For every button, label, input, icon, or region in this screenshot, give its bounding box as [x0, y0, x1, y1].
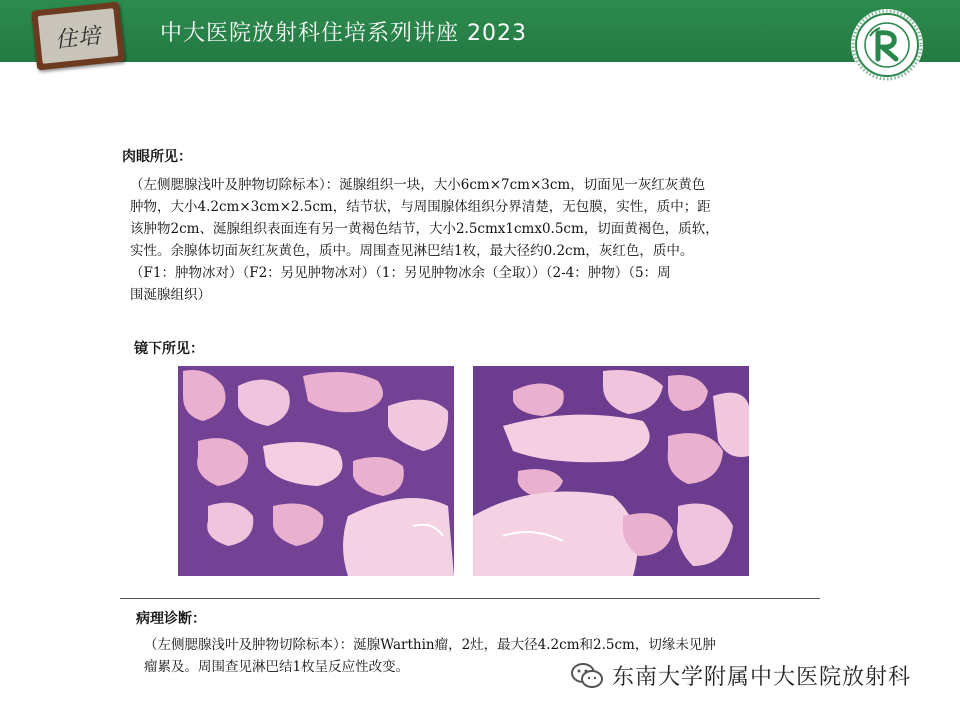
wechat-icon — [570, 661, 604, 691]
gross-line: 肿物，大小4.2cm×3cm×2.5cm，结节状，与周围腺体组织分界清楚，无包膜，实性，质中；距 — [130, 199, 711, 215]
histology-image-left — [178, 366, 454, 576]
gross-line: 围涎腺组织） — [130, 287, 211, 303]
page-title: 中大医院放射科住培系列讲座 2023 — [160, 21, 527, 46]
watermark — [570, 660, 911, 691]
chalkboard-badge — [31, 2, 125, 71]
microscopy-heading: 镜下所见： — [134, 341, 204, 357]
watermark-text: 东南大学附属中大医院放射科 — [612, 665, 912, 690]
gross-heading: 肉眼所见： — [122, 149, 192, 165]
gross-line: 该肿物2cm、涎腺组织表面连有另一黄褐色结节，大小2.5cmx1cmx0.5cm，切面黄褐色，质软， — [130, 221, 719, 237]
histology-image-right — [473, 366, 749, 576]
badge-text: 住培 — [54, 23, 103, 53]
microscopy-section — [108, 338, 808, 358]
gross-line: 实性。余腺体切面灰红灰黄色，质中。周围查见淋巴结1枚，最大径约0.2cm，灰红色，质中。 — [130, 243, 694, 259]
section-divider — [120, 598, 820, 599]
gross-line: （F1：肿物冰对）（F2：另见肿物冰对）（1：另见肿物冰余（全取））（2-4：肿物）（5：周 — [130, 265, 671, 281]
diagnosis-line: （左侧腮腺浅叶及肿物切除标本）：涎腺Warthin瘤，2灶，最大径4.2cm和2.5cm，切缘未见肿 — [144, 637, 716, 653]
gross-section — [108, 146, 808, 306]
gross-line: （左侧腮腺浅叶及肿物切除标本）：涎腺组织一块，大小6cm×7cm×3cm，切面见一灰红灰黄色 — [130, 177, 706, 193]
hospital-logo — [848, 6, 926, 84]
diagnosis-heading: 病理诊断： — [136, 611, 206, 627]
diagnosis-line: 瘤累及。周围查见淋巴结1枚呈反应性改变。 — [144, 659, 410, 675]
header-bar — [0, 0, 960, 62]
